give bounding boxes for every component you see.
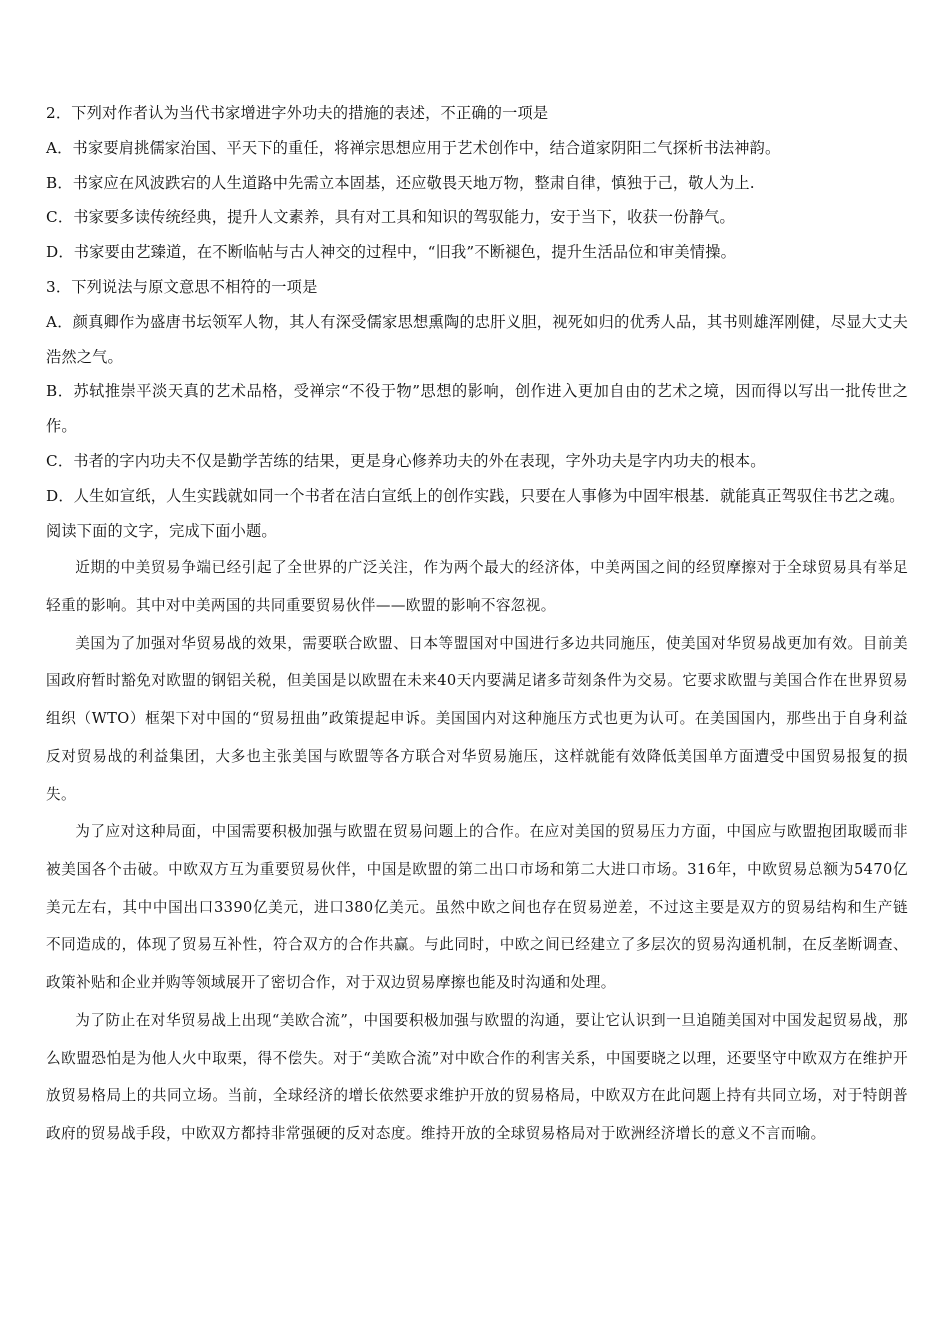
document-page <box>46 96 908 1153</box>
question-3-option-d: D．人生如宣纸，人生实践就如同一个书者在洁白宣纸上的创作实践，只要在人事修为中固牢根基．就能真正驾驭住书艺之魂。 <box>46 486 905 505</box>
reading-passage <box>46 549 908 1152</box>
question-3-option-a: A．颜真卿作为盛唐书坛领军人物，其人有深受儒家思想熏陶的忠肝义胆，视死如归的优秀人品，其书则雄浑刚健，尽显大丈夫浩然之气。 <box>46 312 908 366</box>
passage-paragraph-4: 为了防止在对华贸易战上出现“美欧合流”，中国要积极加强与欧盟的沟通，要让它认识到一旦追随美国对中国发起贸易战，那么欧盟恐怕是为他人火中取栗，得不偿失。对于“美欧合流”对中欧合作的利害关系，中国要晓之以理，还要坚守中欧双方在维护开放贸易格局上的共同立场。当前，全球经济的增长依然要求维护开放的贸易格局，中欧双方在此问题上持有共同立场，对于特朗普政府的贸易战手段，中欧双方都持非常强硬的反对态度。维持开放的全球贸易格局对于欧洲经济增长的意义不言而喻。 <box>46 1011 908 1142</box>
passage-paragraph-1: 近期的中美贸易争端已经引起了全世界的广泛关注，作为两个最大的经济体，中美两国之间的经贸摩擦对于全球贸易具有举足轻重的影响。其中对中美两国的共同重要贸易伙伴——欧盟的影响不容忽视。 <box>46 559 908 615</box>
question-3-option-b: B．苏轼推崇平淡天真的艺术品格，受禅宗“不役于物”思想的影响，创作进入更加自由的艺术之境，因而得以写出一批传世之作。 <box>46 382 908 436</box>
question-2-stem: 2．下列对作者认为当代书家增进字外功夫的措施的表述，不正确的一项是 <box>46 104 549 122</box>
passage-paragraph-3: 为了应对这种局面，中国需要积极加强与欧盟在贸易问题上的合作。在应对美国的贸易压力方面，中国应与欧盟抱团取暖而非被美国各个击破。中欧双方互为重要贸易伙伴，中国是欧盟的第二出口市场和第二大进口市场。316年，中欧贸易总额为5470亿美元左右，其中中国出口3390亿美元，进口380亿美元。虽然中欧之间也存在贸易逆差，不过这主要是双方的贸易结构和生产链不同造成的，体现了贸易互补性，符合双方的合作共赢。与此同时，中欧之间已经建立了多层次的贸易沟通机制，在反垄断调查、政策补贴和企业并购等领域展开了密切合作，对于双边贸易摩擦也能及时沟通和处理。 <box>46 823 908 992</box>
question-3-option-c: C．书者的字内功夫不仅是勤学苦练的结果，更是身心修养功夫的外在表现，字外功夫是字内功夫的根本。 <box>46 451 766 470</box>
question-2-option-a: A．书家要肩挑儒家治国、平天下的重任，将禅宗思想应用于艺术创作中，结合道家阴阳二气探析书法神韵。 <box>46 138 781 157</box>
reading-instruction: 阅读下面的文字，完成下面小题。 <box>46 521 277 540</box>
question-2-option-d: D．书家要由艺臻道，在不断临帖与古人神交的过程中，“旧我”不断褪色，提升生活品位和审美情操。 <box>46 243 736 262</box>
question-2-option-c: C．书家要多读传统经典，提升人文素养，具有对工具和知识的驾驭能力，安于当下，收获一份静气。 <box>46 208 735 227</box>
question-3-stem: 3．下列说法与原文意思不相符的一项是 <box>46 277 318 296</box>
question-2-option-b: B．书家应在风波跌宕的人生道路中先需立本固基，还应敬畏天地万物，整肃自律，慎独于己，敬人为上. <box>46 173 755 192</box>
passage-paragraph-2: 美国为了加强对华贸易战的效果，需要联合欧盟、日本等盟国对中国进行多边共同施压，使美国对华贸易战更加有效。目前美国政府暂时豁免对欧盟的钢铝关税，但美国是以欧盟在未来40天内要满足诸多苛刻条件为交易。它要求欧盟与美国合作在世界贸易组织（WTO）框架下对中国的“贸易扭曲”政策提起申诉。美国国内对这种施压方式也更为认可。在美国国内，那些出于自身利益反对贸易战的利益集团，大多也主张美国与欧盟等各方联合对华贸易施压，这样就能有效降低美国单方面遭受中国贸易报复的损失。 <box>46 634 908 803</box>
